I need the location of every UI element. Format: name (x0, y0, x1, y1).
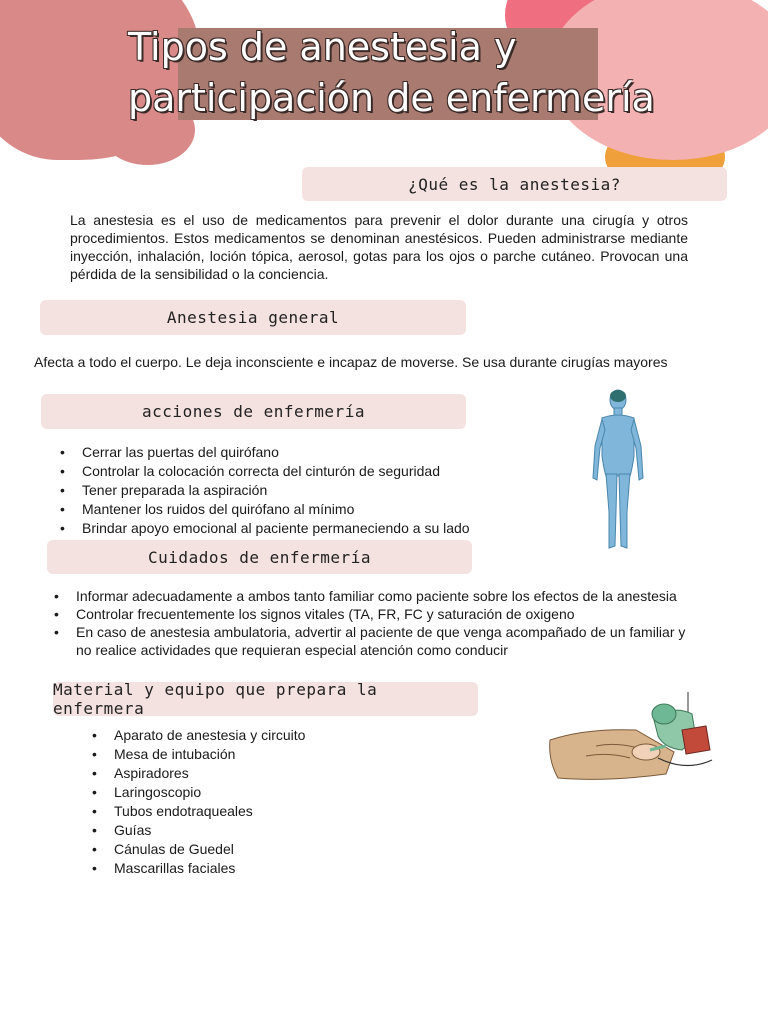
acciones-list (56, 443, 556, 538)
section-heading-material (53, 682, 478, 716)
list-item: • Mantener los ruidos del quirófano al mínimo (56, 500, 556, 519)
list-item: • En caso de anestesia ambulatoria, advertir al paciente de que venga acompañado de un familiar y no realice actividades que requieran especial atención como conducir (50, 623, 690, 659)
list-item: • Laringoscopio (88, 783, 468, 802)
list-item: • Aspiradores (88, 764, 468, 783)
section-heading-acciones (41, 394, 466, 429)
list-item: • Cánulas de Guedel (88, 840, 468, 859)
title-line-1: Tipos de anestesia y (128, 25, 517, 69)
list-item: • Informar adecuadamente a ambos tanto familiar como paciente sobre los efectos de la anestesia (50, 587, 690, 605)
heading-label: ¿Qué es la anestesia? (408, 174, 621, 194)
section-heading-cuidados (47, 540, 472, 574)
cuidados-list (50, 587, 690, 659)
page-title (128, 22, 688, 124)
section-heading-que-es (302, 167, 727, 201)
list-item: • Mesa de intubación (88, 745, 468, 764)
human-body-illustration (588, 386, 648, 554)
list-item: • Tubos endotraqueales (88, 802, 468, 821)
heading-label: Material y equipo que prepara la enfermera (53, 680, 378, 718)
list-item: • Controlar frecuentemente los signos vitales (TA, FR, FC y saturación de oxigeno (50, 605, 690, 623)
list-item: • Controlar la colocación correcta del cinturón de seguridad (56, 462, 556, 481)
title-line-2: participación de enfermería (128, 76, 655, 120)
anesthesia-procedure-illustration (546, 690, 716, 785)
que-es-paragraph: La anestesia es el uso de medicamentos para prevenir el dolor durante una cirugía y otros procedimientos. Estos medicamentos se denominan anestésicos. Pueden administrarse mediante inyección, inhalación, loción tópica, aerosol, gotas para los ojos o parche cutáneo. Provocan una pérdida de la sensibilidad o la conciencia. (70, 212, 688, 282)
heading-label: Cuidados de enfermería (148, 547, 371, 567)
list-item: • Brindar apoyo emocional al paciente permaneciendo a su lado (56, 519, 556, 538)
list-item: • Tener preparada la aspiración (56, 481, 556, 500)
list-item: • Aparato de anestesia y circuito (88, 726, 468, 745)
list-item: • Guías (88, 821, 468, 840)
list-item: • Mascarillas faciales (88, 859, 468, 878)
heading-label: Anestesia general (166, 308, 340, 327)
heading-label: acciones de enfermería (142, 402, 365, 421)
section-heading-anestesia-general (40, 300, 466, 335)
anestesia-general-text: Afecta a todo el cuerpo. Le deja inconsciente e incapaz de moverse. Se usa durante cirugías mayores (34, 354, 668, 370)
material-list (88, 726, 468, 878)
list-item: • Cerrar las puertas del quirófano (56, 443, 556, 462)
